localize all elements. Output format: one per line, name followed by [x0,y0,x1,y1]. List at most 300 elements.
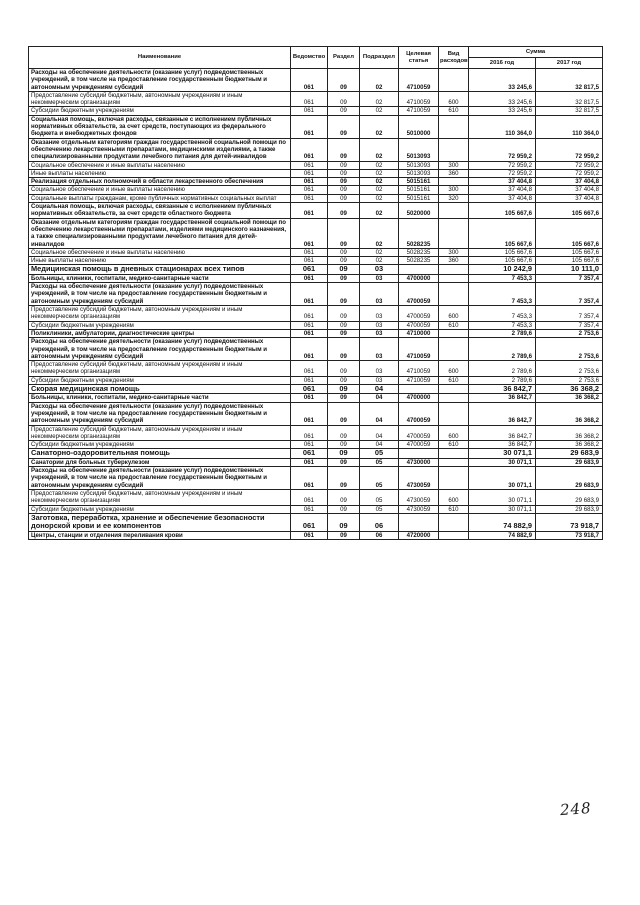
row-name: Субсидии бюджетным учреждениям [29,441,291,449]
row-subsection: 03 [360,338,399,361]
row-subsection: 02 [360,91,399,107]
row-dept: 061 [291,194,328,202]
row-dept: 061 [291,384,328,393]
row-name: Социальная помощь, включая расходы, связанные с исполнением публичных нормативных обязательств, за счет средств, поступающих из федерального бюджета и внебюджетных фондов [29,115,291,138]
row-target: 5013093 [399,138,439,161]
row-sum-2017: 10 111,0 [536,265,603,274]
row-dept: 061 [291,394,328,402]
table-row [29,186,603,194]
row-exptype: 300 [439,161,469,169]
row-sum-2017: 36 368,2 [536,384,603,393]
row-sum-2017: 37 404,8 [536,178,603,186]
row-subsection: 05 [360,505,399,513]
row-target: 4730059 [399,490,439,506]
row-sum-2016: 2 789,6 [469,361,536,377]
row-exptype: 610 [439,376,469,384]
row-sum-2016: 2 789,6 [469,329,536,337]
row-name: Расходы на обеспечение деятельности (оказание услуг) подведомственных учреждений, в том числе на предоставление государственным бюджетным и автономным учреждениям субсидий [29,283,291,306]
row-sum-2016: 36 842,7 [469,394,536,402]
row-name: Социальное обеспечение и иные выплаты населению [29,161,291,169]
row-name: Иные выплаты населению [29,169,291,177]
row-target: 5013093 [399,169,439,177]
row-sum-2016: 37 404,8 [469,194,536,202]
row-dept: 061 [291,283,328,306]
row-dept: 061 [291,402,328,425]
row-dept: 061 [291,329,328,337]
row-sum-2016: 74 882,9 [469,531,536,539]
row-sum-2016: 10 242,9 [469,265,536,274]
row-exptype [439,69,469,92]
table-row [29,257,603,265]
table-row [29,274,603,282]
row-sum-2017: 105 667,6 [536,257,603,265]
row-section: 09 [328,490,360,506]
row-sum-2017: 29 683,9 [536,458,603,466]
row-target: 4730000 [399,458,439,466]
row-section: 09 [328,169,360,177]
row-section: 09 [328,107,360,115]
row-section: 09 [328,376,360,384]
row-dept: 061 [291,321,328,329]
row-name: Центры, станции и отделения переливания крови [29,531,291,539]
row-name: Расходы на обеспечение деятельности (оказание услуг) подведомственных учреждений, в том числе на предоставление государственным бюджетным и автономным учреждениям субсидий [29,402,291,425]
header-sum: Сумма [469,47,603,58]
row-section: 09 [328,178,360,186]
row-exptype [439,329,469,337]
row-exptype [439,402,469,425]
row-sum-2016: 110 364,0 [469,115,536,138]
row-dept: 061 [291,425,328,441]
row-sum-2017: 36 368,2 [536,394,603,402]
row-target: 4700059 [399,283,439,306]
row-sum-2016: 7 453,3 [469,283,536,306]
row-section: 09 [328,338,360,361]
row-subsection: 03 [360,306,399,322]
row-name: Предоставление субсидий бюджетным, автономным учреждениям и иным некоммерческим организациям [29,490,291,506]
row-sum-2016: 7 453,3 [469,321,536,329]
table-row [29,338,603,361]
row-subsection: 02 [360,169,399,177]
row-target: 5028235 [399,218,439,248]
row-name: Субсидии бюджетным учреждениям [29,505,291,513]
table-row [29,69,603,92]
row-target [399,449,439,458]
row-subsection: 02 [360,115,399,138]
row-target: 4700059 [399,425,439,441]
row-section: 09 [328,425,360,441]
row-subsection: 03 [360,283,399,306]
row-sum-2016: 72 959,2 [469,161,536,169]
row-dept: 061 [291,107,328,115]
row-sum-2016: 37 404,8 [469,178,536,186]
header-target: Целевая статья [399,47,439,69]
row-sum-2017: 29 683,9 [536,449,603,458]
row-target: 5020000 [399,203,439,219]
row-section: 09 [328,69,360,92]
row-exptype [439,218,469,248]
row-dept: 061 [291,248,328,256]
row-subsection: 02 [360,186,399,194]
row-section: 09 [328,361,360,377]
row-name: Больницы, клиники, госпитали, медико-санитарные части [29,274,291,282]
row-exptype [439,265,469,274]
row-exptype [439,178,469,186]
row-name: Заготовка, переработка, хранение и обеспечение безопасности донорской крови и ее компонентов [29,513,291,531]
row-sum-2017: 2 753,6 [536,376,603,384]
row-exptype [439,458,469,466]
row-section: 09 [328,321,360,329]
row-name: Предоставление субсидий бюджетным, автономным учреждениям и иным некоммерческим организациям [29,425,291,441]
row-name: Социальные выплаты гражданам, кроме публичных нормативных социальных выплат [29,194,291,202]
row-dept: 061 [291,376,328,384]
row-sum-2016: 33 245,6 [469,107,536,115]
row-exptype: 300 [439,248,469,256]
row-exptype [439,203,469,219]
row-section: 09 [328,458,360,466]
row-sum-2017: 29 683,9 [536,490,603,506]
row-name: Субсидии бюджетным учреждениям [29,321,291,329]
row-target: 4700059 [399,402,439,425]
table-row [29,490,603,506]
row-exptype [439,394,469,402]
row-subsection: 04 [360,384,399,393]
row-subsection: 03 [360,265,399,274]
row-exptype [439,283,469,306]
row-target: 4700000 [399,274,439,282]
row-section: 09 [328,505,360,513]
row-dept: 061 [291,531,328,539]
row-sum-2016: 72 959,2 [469,138,536,161]
row-sum-2017: 7 357,4 [536,283,603,306]
row-subsection: 02 [360,248,399,256]
row-sum-2017: 36 368,2 [536,441,603,449]
row-dept: 061 [291,458,328,466]
row-section: 09 [328,194,360,202]
row-target: 4720000 [399,531,439,539]
row-section: 09 [328,513,360,531]
row-subsection: 03 [360,321,399,329]
row-target: 4710059 [399,376,439,384]
row-target: 4710059 [399,338,439,361]
table-row [29,115,603,138]
row-dept: 061 [291,338,328,361]
row-target: 4710000 [399,329,439,337]
row-section: 09 [328,91,360,107]
row-sum-2017: 37 404,8 [536,186,603,194]
row-name: Социальное обеспечение и иные выплаты населению [29,186,291,194]
row-target: 4730059 [399,467,439,490]
row-subsection: 03 [360,361,399,377]
row-subsection: 02 [360,218,399,248]
row-sum-2016: 33 245,6 [469,69,536,92]
row-subsection: 02 [360,178,399,186]
row-target: 4710059 [399,107,439,115]
row-subsection: 05 [360,490,399,506]
table-row [29,283,603,306]
row-subsection: 03 [360,274,399,282]
row-sum-2017: 73 918,7 [536,531,603,539]
table-row [29,425,603,441]
row-sum-2016: 36 842,7 [469,441,536,449]
row-dept: 061 [291,138,328,161]
row-section: 09 [328,186,360,194]
row-subsection: 04 [360,441,399,449]
header-2017: 2017 год [536,58,603,69]
row-name: Больницы, клиники, госпитали, медико-санитарные части [29,394,291,402]
row-section: 09 [328,283,360,306]
table-row [29,91,603,107]
row-section: 09 [328,394,360,402]
row-dept: 061 [291,169,328,177]
row-sum-2017: 105 667,6 [536,218,603,248]
row-dept: 061 [291,274,328,282]
row-dept: 061 [291,467,328,490]
row-sum-2017: 72 959,2 [536,138,603,161]
row-sum-2016: 30 071,1 [469,449,536,458]
row-target [399,265,439,274]
row-name: Предоставление субсидий бюджетным, автономным учреждениям и иным некоммерческим организациям [29,306,291,322]
row-dept: 061 [291,69,328,92]
table-row [29,178,603,186]
row-sum-2016: 36 842,7 [469,384,536,393]
row-subsection: 03 [360,376,399,384]
row-name: Субсидии бюджетным учреждениям [29,107,291,115]
row-target: 4710059 [399,361,439,377]
row-target: 5028235 [399,257,439,265]
row-exptype [439,338,469,361]
table-body [29,69,603,540]
row-subsection: 05 [360,449,399,458]
row-target: 4700000 [399,394,439,402]
row-section: 09 [328,115,360,138]
row-dept: 061 [291,265,328,274]
row-target: 5015161 [399,194,439,202]
row-exptype [439,384,469,393]
row-name: Расходы на обеспечение деятельности (оказание услуг) подведомственных учреждений, в том числе на предоставление государственным бюджетным и автономным учреждениям субсидий [29,69,291,92]
row-sum-2016: 37 404,8 [469,186,536,194]
row-target: 5015161 [399,178,439,186]
table-row [29,467,603,490]
row-subsection: 05 [360,467,399,490]
row-subsection: 02 [360,194,399,202]
row-section: 09 [328,265,360,274]
row-subsection: 05 [360,458,399,466]
row-sum-2016: 7 453,3 [469,306,536,322]
row-section: 09 [328,161,360,169]
row-target: 4710059 [399,91,439,107]
row-dept: 061 [291,513,328,531]
row-dept: 061 [291,115,328,138]
row-name: Субсидии бюджетным учреждениям [29,376,291,384]
row-target: 4700059 [399,306,439,322]
row-dept: 061 [291,218,328,248]
row-subsection: 04 [360,394,399,402]
row-subsection: 02 [360,69,399,92]
header-dept: Ведомство [291,47,328,69]
row-dept: 061 [291,186,328,194]
row-section: 09 [328,248,360,256]
row-exptype: 610 [439,321,469,329]
row-name: Предоставление субсидий бюджетным, автономным учреждениям и иным некоммерческим организациям [29,91,291,107]
table-row [29,265,603,274]
row-sum-2016: 74 882,9 [469,513,536,531]
row-sum-2017: 73 918,7 [536,513,603,531]
row-exptype: 360 [439,169,469,177]
row-target: 5028235 [399,248,439,256]
row-section: 09 [328,138,360,161]
row-section: 09 [328,449,360,458]
row-dept: 061 [291,91,328,107]
row-target: 5015161 [399,186,439,194]
row-sum-2016: 33 245,6 [469,91,536,107]
row-sum-2016: 2 789,6 [469,376,536,384]
row-sum-2017: 2 753,6 [536,338,603,361]
row-subsection: 02 [360,203,399,219]
table-row [29,361,603,377]
row-exptype: 600 [439,490,469,506]
row-subsection: 04 [360,402,399,425]
row-sum-2016: 2 789,6 [469,338,536,361]
table-row [29,194,603,202]
row-sum-2017: 105 667,6 [536,248,603,256]
row-sum-2017: 110 364,0 [536,115,603,138]
header-subsection: Подраздел [360,47,399,69]
row-target: 4700059 [399,441,439,449]
header-section: Раздел [328,47,360,69]
row-target [399,384,439,393]
row-section: 09 [328,274,360,282]
row-target: 5013093 [399,161,439,169]
table-row [29,329,603,337]
row-name: Медицинская помощь в дневных стационарах всех типов [29,265,291,274]
table-row [29,384,603,393]
budget-table-page [28,46,602,540]
row-exptype [439,513,469,531]
row-subsection: 06 [360,513,399,531]
row-sum-2017: 72 959,2 [536,161,603,169]
row-dept: 061 [291,257,328,265]
table-row [29,376,603,384]
row-sum-2017: 105 667,6 [536,203,603,219]
table-row [29,441,603,449]
table-row [29,531,603,539]
row-sum-2017: 32 817,5 [536,107,603,115]
row-sum-2016: 72 959,2 [469,169,536,177]
row-sum-2017: 2 753,6 [536,361,603,377]
row-target: 4710059 [399,69,439,92]
row-sum-2016: 30 071,1 [469,458,536,466]
row-subsection: 02 [360,107,399,115]
row-dept: 061 [291,306,328,322]
row-exptype: 600 [439,306,469,322]
row-dept: 061 [291,203,328,219]
row-name: Расходы на обеспечение деятельности (оказание услуг) подведомственных учреждений, в том числе на предоставление государственным бюджетным и автономным учреждениям субсидий [29,467,291,490]
row-sum-2016: 30 071,1 [469,490,536,506]
table-row [29,248,603,256]
row-sum-2017: 7 357,4 [536,274,603,282]
row-name: Поликлиники, амбулатории, диагностические центры [29,329,291,337]
row-subsection: 02 [360,138,399,161]
row-dept: 061 [291,161,328,169]
row-sum-2017: 32 817,5 [536,91,603,107]
row-exptype: 300 [439,186,469,194]
row-subsection: 06 [360,531,399,539]
header-name: Наименование [29,47,291,69]
row-section: 09 [328,203,360,219]
row-exptype [439,115,469,138]
row-exptype: 610 [439,107,469,115]
row-exptype: 360 [439,257,469,265]
row-section: 09 [328,384,360,393]
row-sum-2016: 30 071,1 [469,467,536,490]
row-name: Социальная помощь, включая расходы, связанные с исполнением публичных нормативных обязательств, за счет средств областного бюджета [29,203,291,219]
row-sum-2016: 30 071,1 [469,505,536,513]
row-name: Социальное обеспечение и иные выплаты населению [29,248,291,256]
row-sum-2017: 37 404,8 [536,194,603,202]
row-sum-2016: 36 842,7 [469,402,536,425]
row-exptype [439,531,469,539]
row-exptype: 320 [439,194,469,202]
row-dept: 061 [291,361,328,377]
row-name: Скорая медицинская помощь [29,384,291,393]
row-target: 5010000 [399,115,439,138]
row-section: 09 [328,306,360,322]
row-subsection: 02 [360,257,399,265]
row-section: 09 [328,218,360,248]
table-row [29,203,603,219]
row-section: 09 [328,329,360,337]
row-exptype: 610 [439,505,469,513]
row-sum-2017: 2 753,6 [536,329,603,337]
row-name: Реализация отдельных полномочий в области лекарственного обеспечения [29,178,291,186]
row-exptype: 600 [439,91,469,107]
table-row [29,138,603,161]
row-sum-2016: 36 842,7 [469,425,536,441]
table-row [29,169,603,177]
row-exptype: 610 [439,441,469,449]
row-target: 4700059 [399,321,439,329]
row-sum-2017: 29 683,9 [536,467,603,490]
row-dept: 061 [291,178,328,186]
row-name: Санаторно-оздоровительная помощь [29,449,291,458]
row-section: 09 [328,402,360,425]
row-dept: 061 [291,505,328,513]
row-sum-2016: 105 667,6 [469,203,536,219]
row-subsection: 02 [360,161,399,169]
table-row [29,513,603,531]
row-section: 09 [328,441,360,449]
table-row [29,107,603,115]
row-sum-2017: 36 368,2 [536,425,603,441]
row-section: 09 [328,257,360,265]
row-sum-2016: 7 453,3 [469,274,536,282]
row-exptype: 600 [439,361,469,377]
table-row [29,505,603,513]
row-sum-2016: 105 667,6 [469,257,536,265]
table-row [29,321,603,329]
row-dept: 061 [291,490,328,506]
table-row [29,394,603,402]
row-exptype [439,274,469,282]
row-exptype: 600 [439,425,469,441]
table-row [29,449,603,458]
row-dept: 061 [291,449,328,458]
row-subsection: 04 [360,425,399,441]
row-sum-2017: 32 817,5 [536,69,603,92]
row-sum-2016: 105 667,6 [469,248,536,256]
header-2016: 2016 год [469,58,536,69]
table-row [29,161,603,169]
